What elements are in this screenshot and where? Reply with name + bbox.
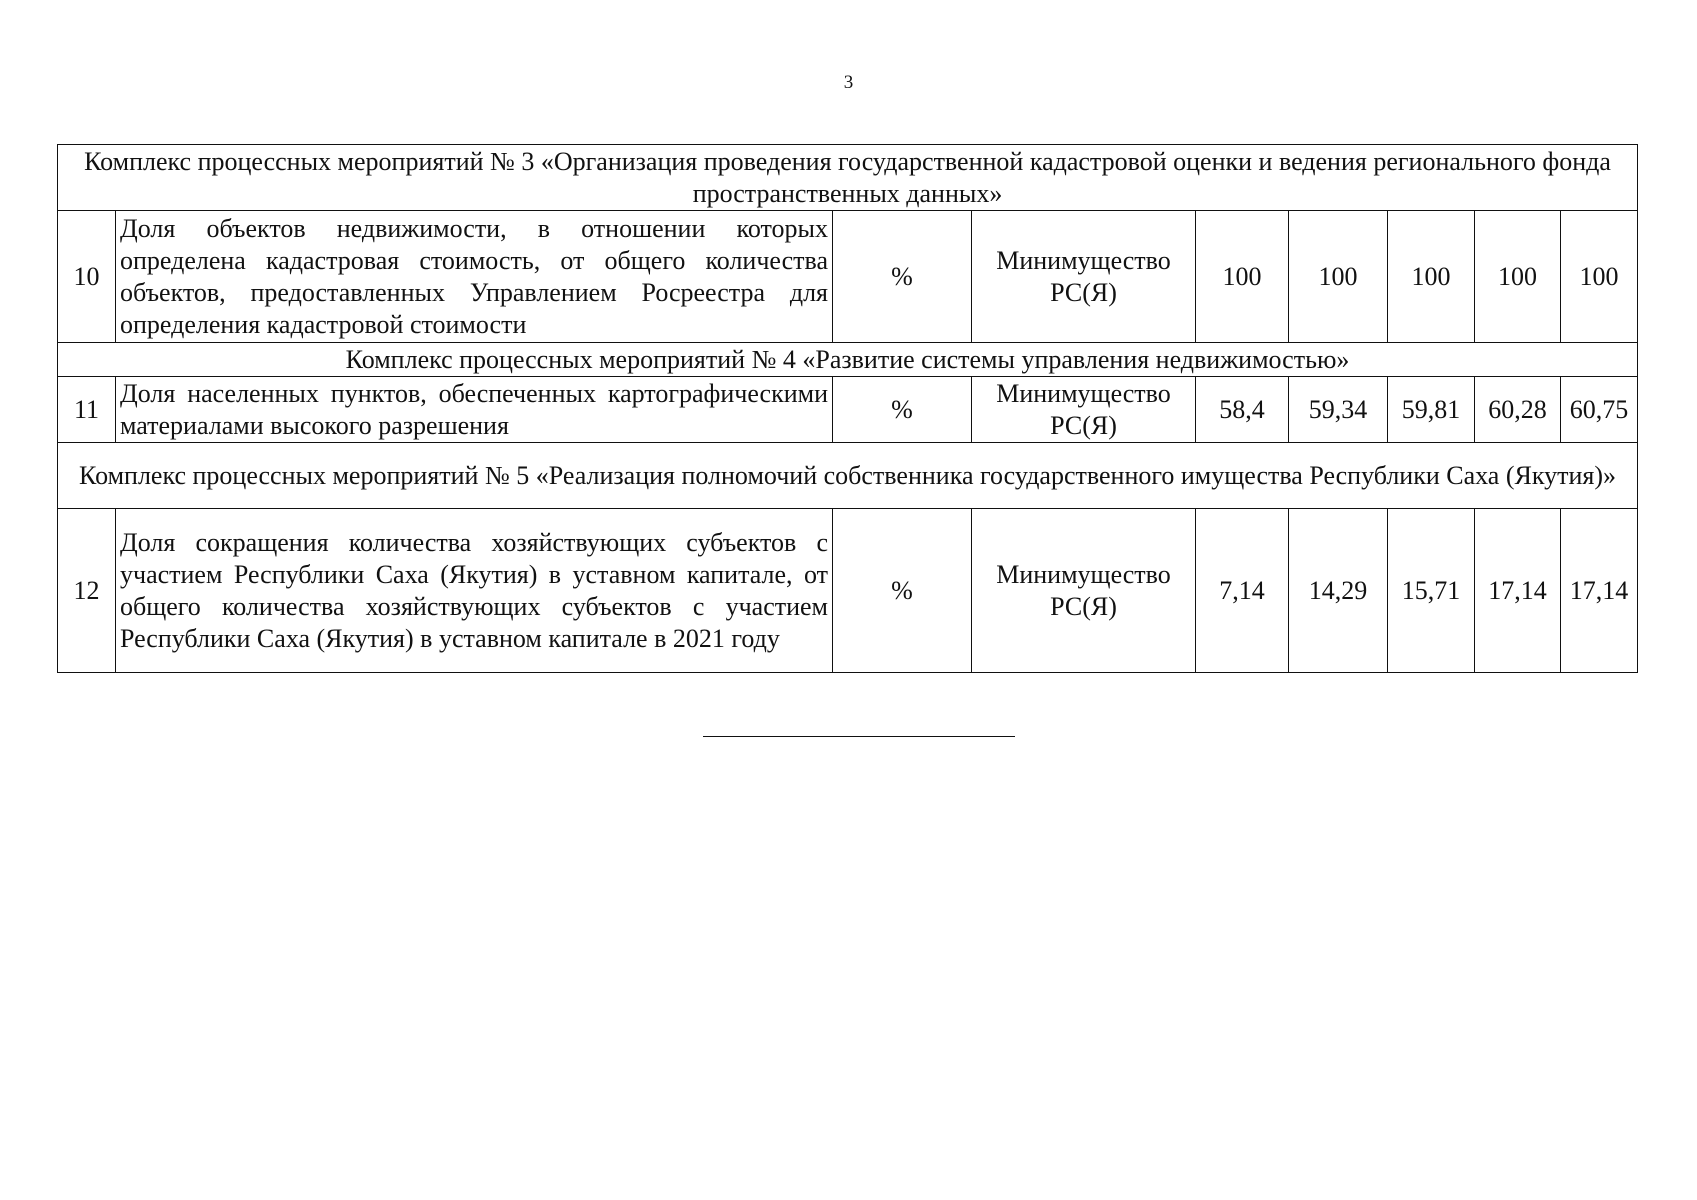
section-title: Комплекс процессных мероприятий № 3 «Организация проведения государственной кадастровой оценки и ведения регионального фонда пространственных данных» [58,145,1638,211]
row-number: 10 [58,211,116,343]
executor-line: РС(Я) [1050,410,1117,440]
unit-cell: % [833,377,972,443]
row-number: 12 [58,509,116,673]
indicator-description: Доля населенных пунктов, обеспеченных картографическими материалами высокого разрешения [116,377,833,443]
value-cell: 100 [1289,211,1388,343]
value-cell: 100 [1475,211,1561,343]
section-title: Комплекс процессных мероприятий № 4 «Развитие системы управления недвижимостью» [58,343,1638,377]
closing-rule [703,736,1015,737]
value-cell: 17,14 [1561,509,1638,673]
value-cell: 59,34 [1289,377,1388,443]
section-title: Комплекс процессных мероприятий № 5 «Реализация полномочий собственника государственного имущества Республики Саха (Якутия)» [58,443,1638,509]
value-cell: 60,75 [1561,377,1638,443]
executor-line: Минимущество [996,378,1171,408]
value-cell: 100 [1388,211,1475,343]
unit-cell: % [833,509,972,673]
indicator-description: Доля сокращения количества хозяйствующих субъектов с участием Республики Саха (Якутия) в уставном капитале, от общего количества хозяйствующих субъектов с участием Республики Саха (Якутия) в уставном капитале в 2021 году [116,509,833,673]
unit-cell: % [833,211,972,343]
executor-line: РС(Я) [1050,277,1117,307]
executor-line: РС(Я) [1050,591,1117,621]
executor-cell [972,377,1196,443]
section-header-row [58,443,1638,509]
value-cell: 59,81 [1388,377,1475,443]
executor-line: Минимущество [996,245,1171,275]
value-cell: 15,71 [1388,509,1475,673]
executor-cell [972,211,1196,343]
indicator-description: Доля объектов недвижимости, в отношении которых определена кадастровая стоимость, от общего количества объектов, предоставленных Управлением Росреестра для определения кадастровой стоимости [116,211,833,343]
value-cell: 14,29 [1289,509,1388,673]
value-cell: 60,28 [1475,377,1561,443]
value-cell: 17,14 [1475,509,1561,673]
value-cell: 100 [1561,211,1638,343]
table-row [58,211,1638,343]
executor-cell [972,509,1196,673]
value-cell: 100 [1196,211,1289,343]
value-cell: 7,14 [1196,509,1289,673]
row-number: 11 [58,377,116,443]
page-number: 3 [843,72,854,93]
value-cell: 58,4 [1196,377,1289,443]
section-header-row [58,145,1638,211]
table-row [58,509,1638,673]
table-row [58,377,1638,443]
indicators-table [57,144,1638,673]
section-header-row [58,343,1638,377]
executor-line: Минимущество [996,559,1171,589]
